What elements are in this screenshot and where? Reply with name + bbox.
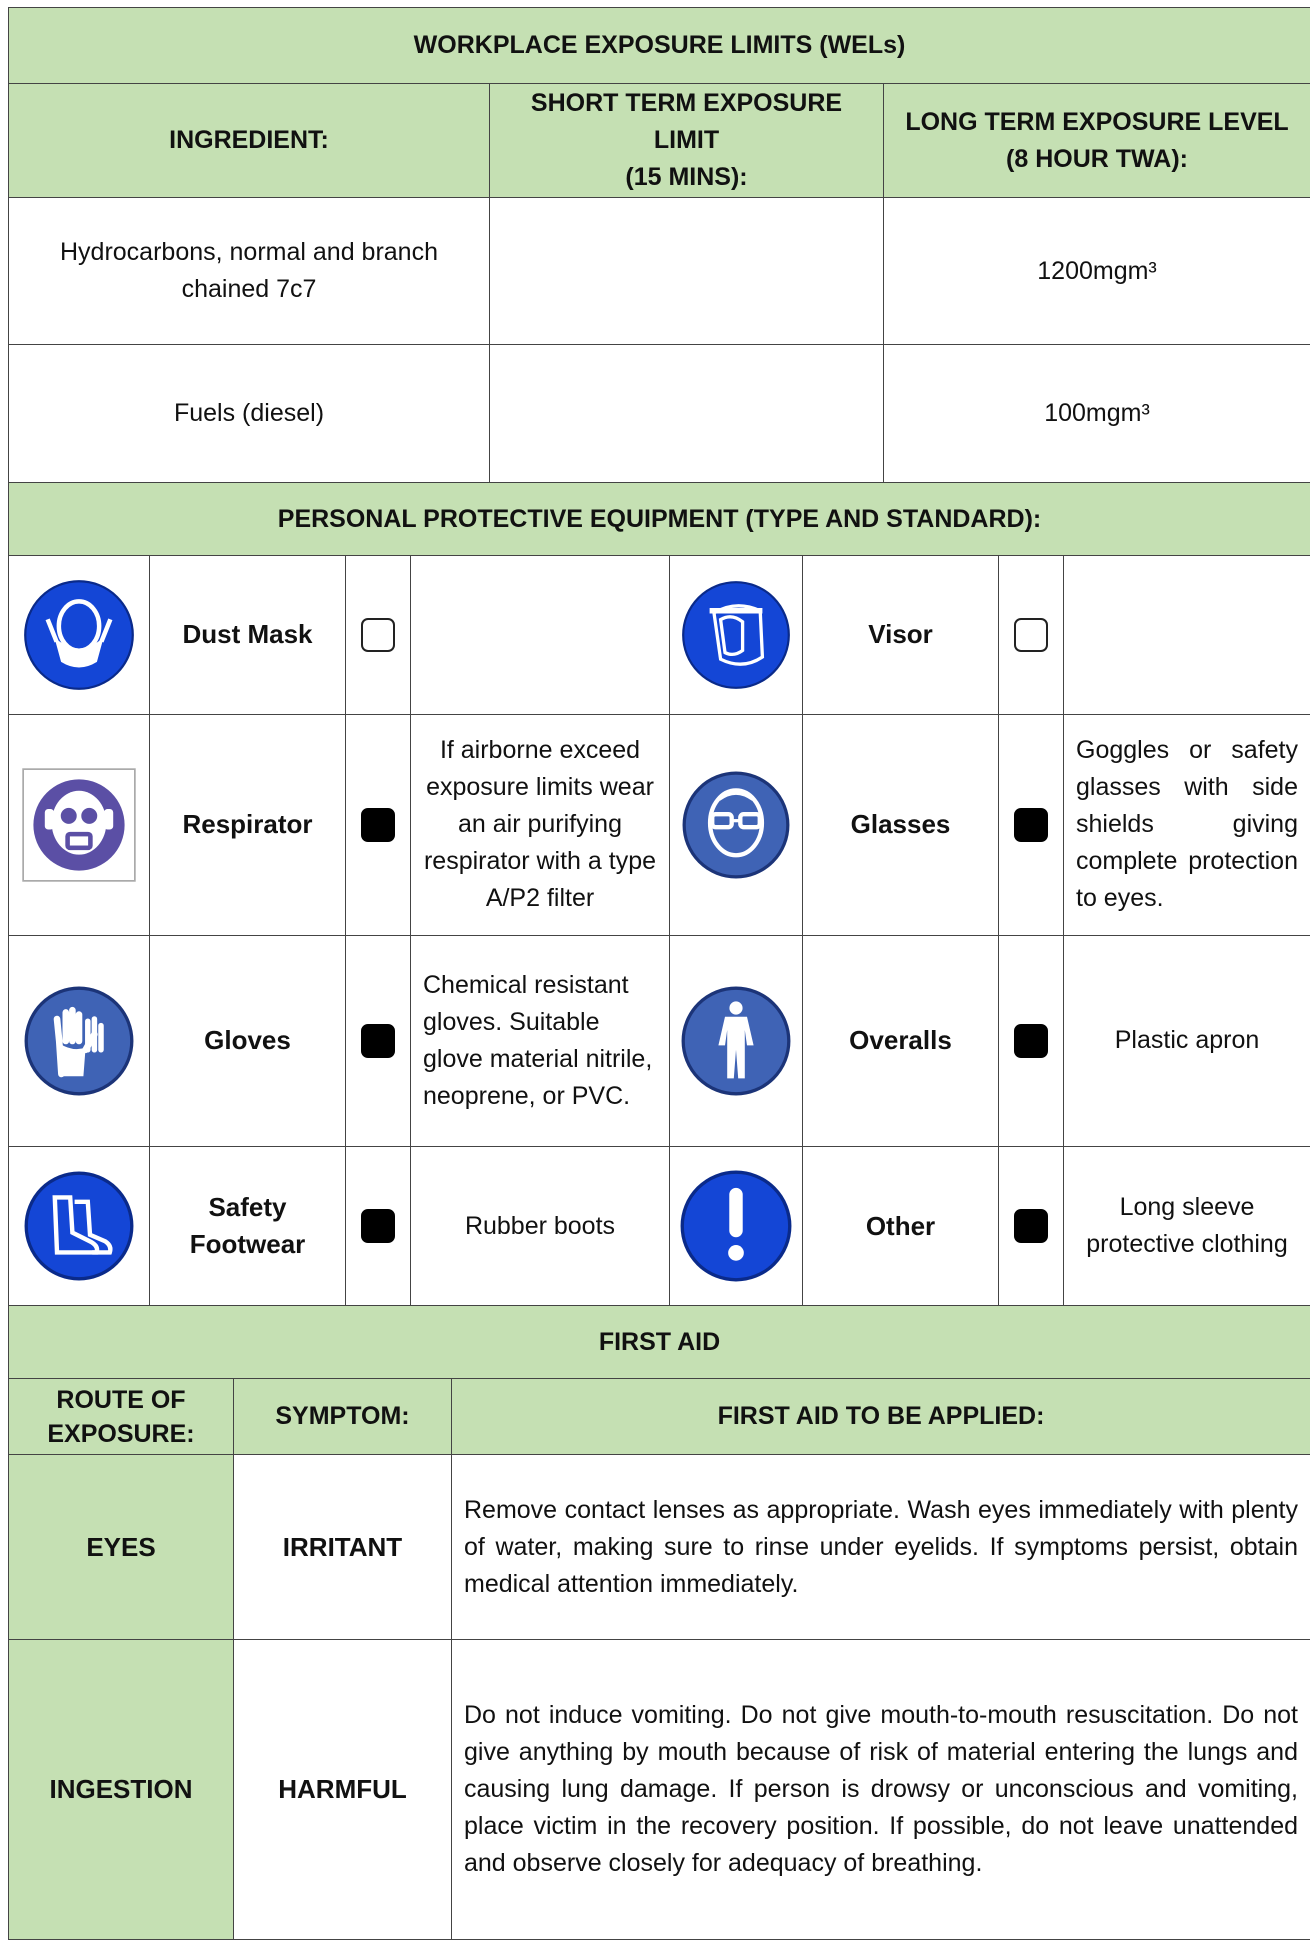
glasses-icon [670,714,803,935]
ppe-table [8,555,1310,1307]
col-first-aid: FIRST AID TO BE APPLIED: [452,1379,1310,1455]
footwear-note: Rubber boots [411,1146,670,1306]
first-aid-title: FIRST AID [9,1306,1310,1379]
dust-mask-note [411,555,670,714]
first-aid-text: Do not induce vomiting. Do not give mouth-to-mouth resuscitation. Do not give anything by mouth because of risk of material entering the lungs and causing lung damage. If person is drowsy or unconscious and vomiting, place victim in the recovery position. If possible, do not leave unattended and observe closely for adequacy of breathing. [452,1640,1310,1940]
dust-mask-checkbox[interactable] [361,618,395,652]
first-aid-text: Remove contact lenses as appropriate. Wash eyes immediately with plenty of water, making sure to rinse under eyelids. If symptoms persist, obtain medical attention immediately. [452,1455,1310,1640]
exclamation-icon [670,1146,803,1306]
col-symptom: SYMPTOM: [234,1379,452,1455]
long-term-cell: 100mgm³ [884,345,1310,483]
symptom-cell: IRRITANT [234,1455,452,1640]
dust-mask-checkbox-cell [346,555,411,714]
gloves-checkbox-cell [346,935,411,1146]
dust-mask-icon [9,555,150,714]
col-short-term-line3: (15 MINS): [502,159,871,196]
ppe-row [9,935,1310,1146]
col-long-term-line1: LONG TERM EXPOSURE LEVEL [896,104,1298,141]
footwear-checkbox-cell [346,1146,411,1306]
short-term-cell [490,345,884,483]
ppe-label-safety-footwear-text: Safety Footwear [173,1189,323,1263]
col-route: ROUTE OF EXPOSURE: [9,1379,234,1455]
wel-table [8,7,1310,556]
ingredient-cell: Fuels (diesel) [9,345,490,483]
visor-checkbox-cell [999,555,1064,714]
ingredient-cell [9,198,490,345]
glasses-note: Goggles or safety glasses with side shields giving complete protection to eyes. [1064,714,1310,935]
ppe-label-gloves: Gloves [150,935,346,1146]
respirator-note: If airborne exceed exposure limits wear an air purifying respirator with a type A/P2 filter [411,714,670,935]
ppe-label-overalls: Overalls [803,935,999,1146]
col-ingredient: INGREDIENT: [9,84,490,198]
respirator-icon [9,714,150,935]
wel-title: WORKPLACE EXPOSURE LIMITS (WELs) [9,8,1310,84]
ppe-label-respirator: Respirator [150,714,346,935]
first-aid-row [9,1640,1310,1940]
symptom-cell: HARMFUL [234,1640,452,1940]
footwear-checkbox[interactable] [361,1209,395,1243]
route-cell: EYES [9,1455,234,1640]
first-aid-row [9,1455,1310,1640]
col-long-term-line2: (8 HOUR TWA): [896,141,1298,178]
other-note: Long sleeve protective clothing [1064,1146,1310,1306]
glasses-checkbox-cell [999,714,1064,935]
col-long-term [884,84,1310,198]
long-term-cell: 1200mgm³ [884,198,1310,345]
other-checkbox-cell [999,1146,1064,1306]
ppe-title: PERSONAL PROTECTIVE EQUIPMENT (TYPE AND STANDARD): [9,483,1310,556]
ppe-row [9,555,1310,714]
respirator-checkbox-cell [346,714,411,935]
overalls-note: Plastic apron [1064,935,1310,1146]
gloves-note: Chemical resistant gloves. Suitable glove material nitrile, neoprene, or PVC. [411,935,670,1146]
overalls-icon [670,935,803,1146]
ppe-label-other: Other [803,1146,999,1306]
wel-row [9,345,1310,483]
first-aid-table [8,1305,1310,1940]
respirator-checkbox[interactable] [361,808,395,842]
col-short-term [490,84,884,198]
visor-note [1064,555,1310,714]
col-short-term-line2: LIMIT [502,122,871,159]
ppe-row [9,1146,1310,1306]
gloves-checkbox[interactable] [361,1024,395,1058]
visor-checkbox[interactable] [1014,618,1048,652]
ingredient-text: Hydrocarbons, normal and branch chained 7c7 [59,234,439,308]
other-checkbox[interactable] [1014,1209,1048,1243]
boots-icon [9,1146,150,1306]
overalls-checkbox[interactable] [1014,1024,1048,1058]
ppe-label-visor: Visor [803,555,999,714]
col-short-term-line1: SHORT TERM EXPOSURE [502,85,871,122]
visor-icon [670,555,803,714]
ppe-row [9,714,1310,935]
gloves-icon [9,935,150,1146]
overalls-checkbox-cell [999,935,1064,1146]
glasses-checkbox[interactable] [1014,808,1048,842]
short-term-cell [490,198,884,345]
ppe-label-dust-mask: Dust Mask [150,555,346,714]
sds-sheet [8,7,1310,1940]
wel-row [9,198,1310,345]
ppe-label-glasses: Glasses [803,714,999,935]
route-cell: INGESTION [9,1640,234,1940]
ppe-label-safety-footwear [150,1146,346,1306]
